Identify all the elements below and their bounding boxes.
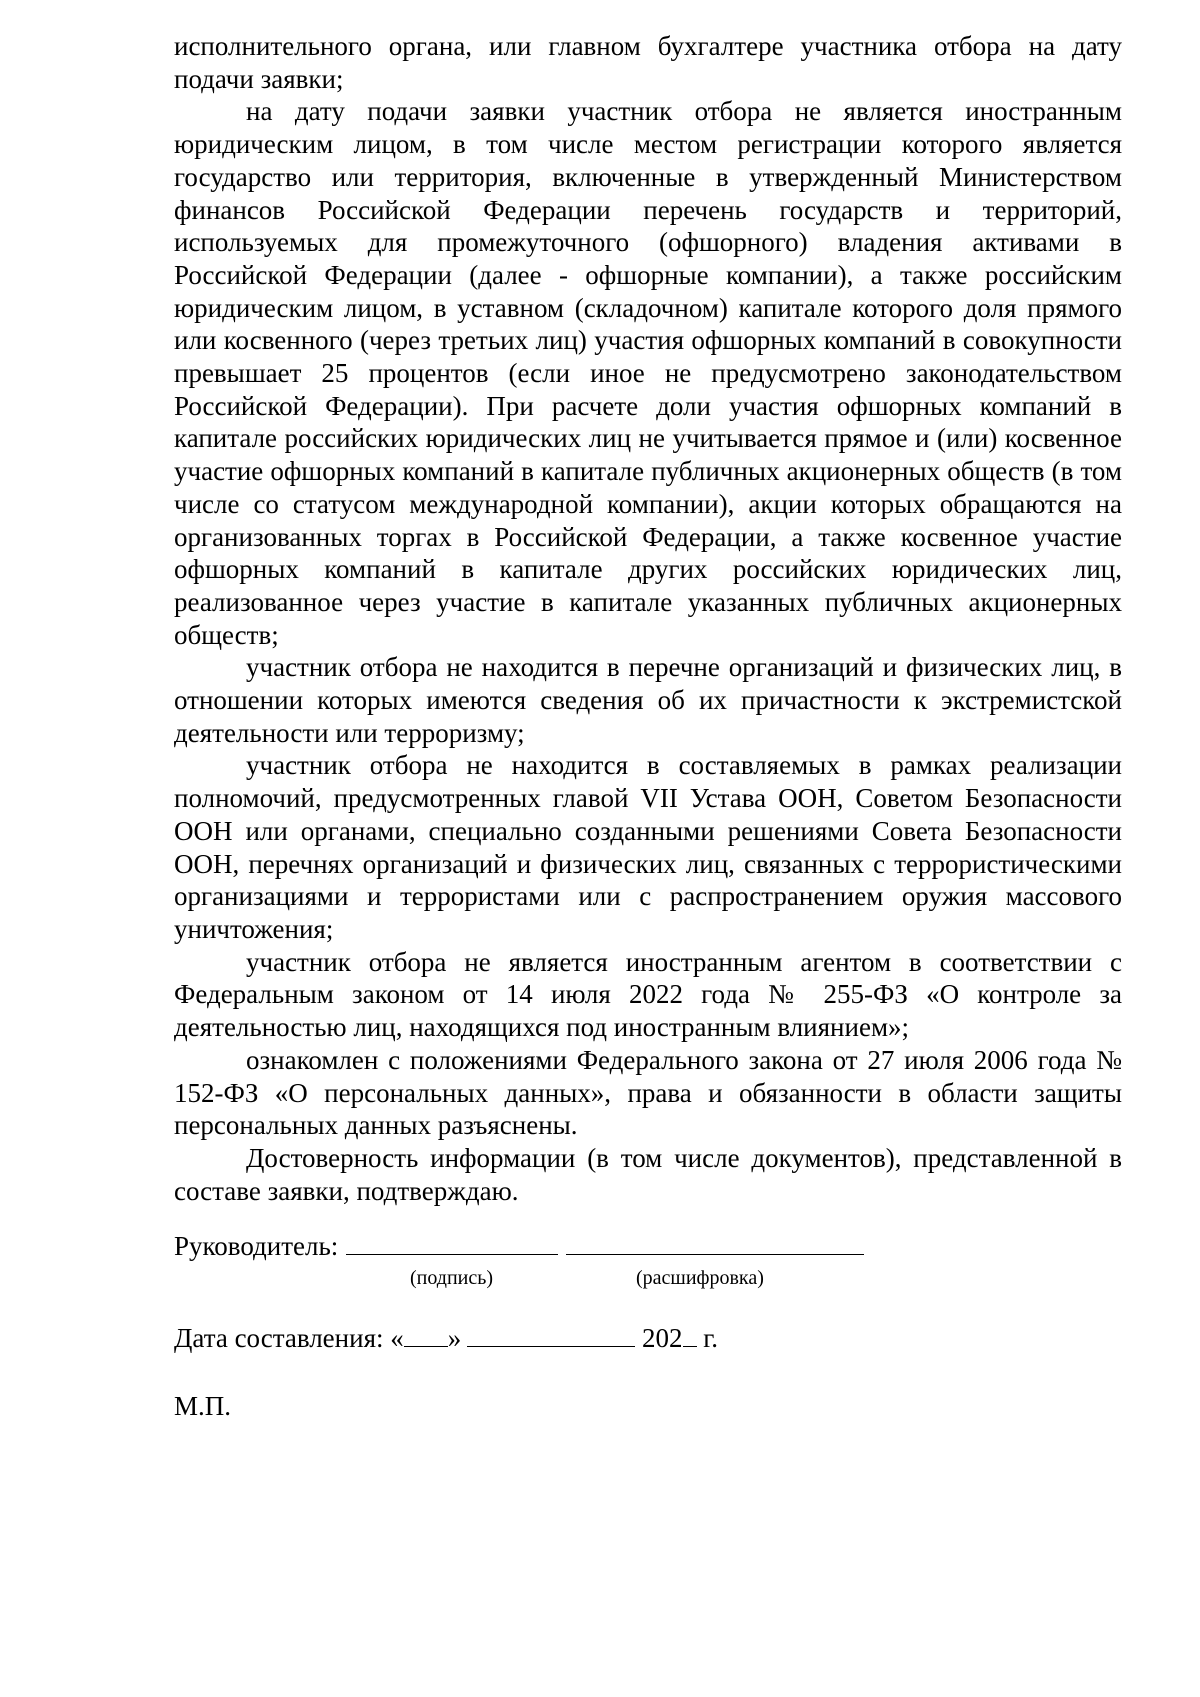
- paragraph-un-sanctions: участник отбора не находится в составляемых в рамках реализации полномочий, предусмотренных главой VII Устава ООН, Советом Безопасности ООН или органами, специально созданными решениями Совета Безопасности ООН, перечнях организаций и физических лиц, связанных с террористическими организациями и террористами или с распространением оружия массового уничтожения;: [174, 750, 1122, 944]
- paragraph-personal-data: ознакомлен с положениями Федерального закона от 27 июля 2006 года № 152-ФЗ «О персональных данных», права и обязанности в области защиты персональных данных разъяснены.: [174, 1044, 1122, 1141]
- paragraph-confirmation: Достоверность информации (в том числе документов), представленной в составе заявки, подтверждаю.: [174, 1142, 1122, 1206]
- month-line: [467, 1320, 635, 1347]
- year-line: [683, 1320, 697, 1347]
- signature-line: [346, 1228, 558, 1255]
- name-line: [566, 1228, 864, 1255]
- paragraph-extremism: участник отбора не находится в перечне организаций и физических лиц, в отношении которых имеются сведения об их причастности к экстремистской деятельности или терроризму;: [174, 652, 1122, 748]
- date-row: [174, 1318, 718, 1358]
- signature-caption: (подпись): [410, 1267, 494, 1289]
- year-suffix: г.: [696, 1323, 719, 1353]
- date-close-quote: »: [447, 1323, 462, 1353]
- date-label: Дата составления:: [174, 1323, 384, 1353]
- paragraph-offshore: на дату подачи заявки участник отбора не является иностранным юридическим лицом, в том числе местом регистрации которого является государство или территория, включенные в утвержденный Министерством финансов Российской Федерации перечень государств и территорий, используемых для промежуточного (офшорного) владения активами в Российской Федерации (далее - офшорные компании), а также российским юридическим лицом, в уставном (складочном) капитале которого доля прямого или косвенного (через третьих лиц) участия офшорных компаний в совокупности превышает 25 процентов (если иное не предусмотрено законодательством Российской Федерации). При расчете доли участия офшорных компаний в капитале российских юридических лиц не учитывается прямое и (или) косвенное участие офшорных компаний в капитале публичных акционерных обществ (в том числе со статусом международной компании), акции которых обращаются на организованных торгах в Российской Федерации, а также косвенное участие офшорных компаний в капитале других российских юридических лиц, реализованное через участие в капитале указанных публичных акционерных обществ;: [174, 96, 1122, 650]
- signature-row: [174, 1226, 1122, 1266]
- paragraph-foreign-agent: участник отбора не является иностранным агентом в соответствии с Федеральным законом от 14 июля 2022 года № 255-ФЗ «О контроле за деятельностью лиц, находящихся под иностранным влиянием»;: [174, 946, 1122, 1043]
- paragraph-continuation: исполнительного органа, или главном бухгалтере участника отбора на дату подачи заявки;: [174, 31, 1122, 94]
- signature-label: Руководитель:: [174, 1231, 339, 1261]
- signature-captions: [174, 1266, 1122, 1294]
- document-body: [174, 30, 1122, 1207]
- year-prefix: 202: [642, 1323, 683, 1353]
- name-caption: (расшифровка): [636, 1267, 764, 1289]
- stamp-label: М.П.: [174, 1391, 232, 1421]
- date-open-quote: «: [390, 1323, 404, 1353]
- signature-block: [174, 1226, 1122, 1421]
- day-line: [404, 1320, 448, 1347]
